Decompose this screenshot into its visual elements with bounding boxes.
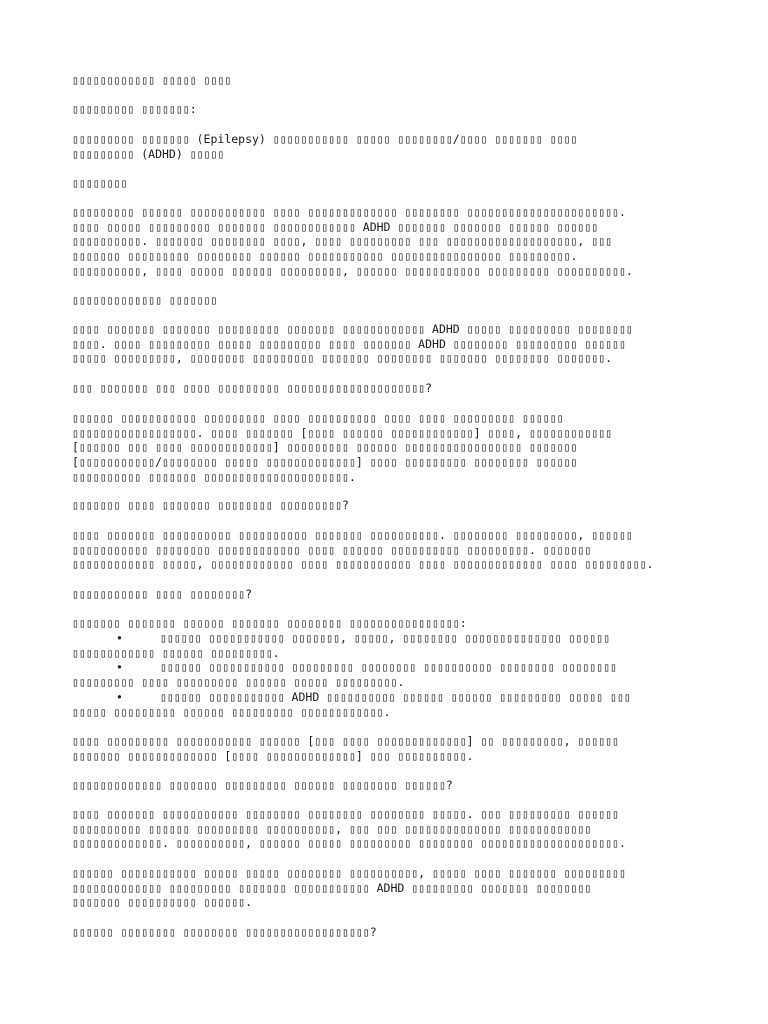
bullet-icon: • [116, 690, 123, 704]
paragraph-4: ▯▯▯▯ ▯▯▯▯▯▯▯ ▯▯▯▯▯▯▯▯▯▯ ▯▯▯▯▯▯▯▯▯▯ ▯▯▯▯▯▯▯ ▯▯▯▯▯▯▯▯▯▯. ▯▯▯▯▯▯▯▯ ▯▯▯▯▯▯▯▯▯, ▯▯▯▯▯▯ ▯▯▯▯▯▯▯▯▯▯▯ ▯▯▯▯▯▯▯▯ ▯▯▯▯▯▯▯▯▯▯▯▯ ▯▯▯▯ ▯▯▯▯▯▯ ▯▯▯▯▯▯▯▯▯▯ ▯▯▯▯▯▯▯▯▯. ▯▯▯▯▯▯▯ ▯▯▯▯▯▯▯▯▯▯▯▯ ▯▯▯▯▯, ▯▯▯▯▯▯▯▯▯▯▯▯ ▯▯▯▯ ▯▯▯▯▯▯▯▯▯▯▯ ▯▯▯▯ ▯▯▯▯▯▯▯▯▯▯▯▯▯ ▯▯▯▯ ▯▯▯▯▯▯▯▯▯. [72, 528, 654, 572]
paragraph-5: ▯▯▯▯ ▯▯▯▯▯▯▯▯▯ ▯▯▯▯▯▯▯▯▯▯▯ ▯▯▯▯▯▯ [▯▯▯ ▯▯▯▯ ▯▯▯▯▯▯▯▯▯▯▯▯▯] ▯▯ ▯▯▯▯▯▯▯▯▯, ▯▯▯▯▯▯ ▯▯▯▯▯▯▯ ▯▯▯▯▯▯▯▯▯▯▯▯▯ [▯▯▯▯ ▯▯▯▯▯▯▯▯▯▯▯▯▯] ▯▯▯ ▯▯▯▯▯▯▯▯▯▯. [72, 734, 619, 763]
section-heading-intro: ▯▯▯▯▯▯▯▯ [72, 176, 128, 190]
question-heading-2: ▯▯▯▯▯▯▯ ▯▯▯▯ ▯▯▯▯▯▯▯ ▯▯▯▯▯▯▯▯ ▯▯▯▯▯▯▯▯▯? [72, 498, 349, 512]
paragraph-6: ▯▯▯▯ ▯▯▯▯▯▯▯ ▯▯▯▯▯▯▯▯▯▯▯ ▯▯▯▯▯▯▯▯ ▯▯▯▯▯▯▯▯ ▯▯▯▯▯▯▯▯ ▯▯▯▯▯. ▯▯▯ ▯▯▯▯▯▯▯▯▯ ▯▯▯▯▯▯ ▯▯▯▯▯▯▯▯▯▯ ▯▯▯▯▯▯ ▯▯▯▯▯▯▯▯▯ ▯▯▯▯▯▯▯▯▯▯, ▯▯▯ ▯▯▯ ▯▯▯▯▯▯▯▯▯▯▯▯▯▯ ▯▯▯▯▯▯▯▯▯▯▯▯ ▯▯▯▯▯▯▯▯▯▯▯▯▯. ▯▯▯▯▯▯▯▯▯▯, ▯▯▯▯▯▯ ▯▯▯▯▯ ▯▯▯▯▯▯▯▯▯ ▯▯▯▯▯▯▯▯ ▯▯▯▯▯▯▯▯▯▯▯▯▯▯▯▯▯▯▯▯. [72, 807, 626, 851]
list-item [72, 660, 712, 689]
list-item-text: ▯▯▯▯▯▯ ▯▯▯▯▯▯▯▯▯▯▯ ▯▯▯▯▯▯▯, ▯▯▯▯▯, ▯▯▯▯▯▯▯▯ ▯▯▯▯▯▯▯▯▯▯▯▯▯▯ ▯▯▯▯▯▯ ▯▯▯▯▯▯▯▯▯▯▯▯ ▯▯▯▯▯▯ ▯▯▯▯▯▯▯▯▯. [72, 631, 611, 660]
document-subtitle: ▯▯▯▯▯▯▯▯▯ ▯▯▯▯▯▯▯: [72, 102, 197, 116]
paragraph-2: ▯▯▯▯ ▯▯▯▯▯▯▯ ▯▯▯▯▯▯▯ ▯▯▯▯▯▯▯▯▯ ▯▯▯▯▯▯▯ ▯▯▯▯▯▯▯▯▯▯▯▯ ADHD ▯▯▯▯▯ ▯▯▯▯▯▯▯▯▯ ▯▯▯▯▯▯▯▯ ▯▯▯▯. ▯▯▯▯ ▯▯▯▯▯▯▯▯▯ ▯▯▯▯▯ ▯▯▯▯▯▯▯▯▯ ▯▯▯▯ ▯▯▯▯▯▯▯ ADHD ▯▯▯▯▯▯▯▯ ▯▯▯▯▯▯▯▯▯ ▯▯▯▯▯▯ ▯▯▯▯▯ ▯▯▯▯▯▯▯▯▯, ▯▯▯▯▯▯▯▯ ▯▯▯▯▯▯▯▯▯ ▯▯▯▯▯▯▯ ▯▯▯▯▯▯▯▯ ▯▯▯▯▯▯▯ ▯▯▯▯▯▯▯▯ ▯▯▯▯▯▯▯. [72, 322, 633, 366]
question-heading-4: ▯▯▯▯▯▯▯▯▯▯▯▯▯ ▯▯▯▯▯▯▯ ▯▯▯▯▯▯▯▯▯ ▯▯▯▯▯▯ ▯▯▯▯▯▯▯▯ ▯▯▯▯▯▯? [72, 778, 453, 792]
bullet-icon: • [116, 660, 123, 674]
list-intro: ▯▯▯▯▯▯▯ ▯▯▯▯▯▯▯ ▯▯▯▯▯▯ ▯▯▯▯▯▯▯ ▯▯▯▯▯▯▯▯ ▯▯▯▯▯▯▯▯▯▯▯▯▯▯▯▯: [72, 616, 467, 630]
list-item [72, 631, 712, 660]
bullet-icon: • [116, 631, 123, 645]
question-heading-5: ▯▯▯▯▯▯ ▯▯▯▯▯▯▯▯ ▯▯▯▯▯▯▯▯ ▯▯▯▯▯▯▯▯▯▯▯▯▯▯▯▯▯▯? [72, 925, 377, 939]
section-heading-2: ▯▯▯▯▯▯▯▯▯▯▯▯▯ ▯▯▯▯▯▯▯ [72, 293, 218, 307]
question-heading-3: ▯▯▯▯▯▯▯▯▯▯▯ ▯▯▯▯ ▯▯▯▯▯▯▯▯? [72, 587, 253, 601]
paragraph-7: ▯▯▯▯▯▯ ▯▯▯▯▯▯▯▯▯▯▯ ▯▯▯▯▯ ▯▯▯▯▯ ▯▯▯▯▯▯▯▯ ▯▯▯▯▯▯▯▯▯▯, ▯▯▯▯▯ ▯▯▯▯ ▯▯▯▯▯▯▯ ▯▯▯▯▯▯▯▯▯ ▯▯▯▯▯▯▯▯▯▯▯▯▯ ▯▯▯▯▯▯▯▯▯ ▯▯▯▯▯▯▯ ▯▯▯▯▯▯▯▯▯▯▯ ADHD ▯▯▯▯▯▯▯▯▯ ▯▯▯▯▯▯▯ ▯▯▯▯▯▯▯▯ ▯▯▯▯▯▯▯ ▯▯▯▯▯▯▯▯▯▯ ▯▯▯▯▯▯. [72, 866, 626, 910]
document-title: ▯▯▯▯▯▯▯▯▯▯▯▯ ▯▯▯▯▯ ▯▯▯▯ [72, 73, 232, 87]
paragraph-1: ▯▯▯▯▯▯▯▯▯ ▯▯▯▯▯▯ ▯▯▯▯▯▯▯▯▯▯▯ ▯▯▯▯ ▯▯▯▯▯▯▯▯▯▯▯▯▯ ▯▯▯▯▯▯▯▯ ▯▯▯▯▯▯▯▯▯▯▯▯▯▯▯▯▯▯▯▯▯▯. ▯▯▯▯ ▯▯▯▯▯ ▯▯▯▯▯▯▯▯▯ ▯▯▯▯▯▯▯ ▯▯▯▯▯▯▯▯▯▯▯▯ ADHD ▯▯▯▯▯▯▯ ▯▯▯▯▯▯▯ ▯▯▯▯▯▯ ▯▯▯▯▯▯ ▯▯▯▯▯▯▯▯▯▯. ▯▯▯▯▯▯▯ ▯▯▯▯▯▯▯▯ ▯▯▯▯, ▯▯▯▯ ▯▯▯▯▯▯▯▯▯ ▯▯▯ ▯▯▯▯▯▯▯▯▯▯▯▯▯▯▯▯▯▯▯, ▯▯▯ ▯▯▯▯▯▯▯ ▯▯▯▯▯▯▯▯▯ ▯▯▯▯▯▯▯▯ ▯▯▯▯▯▯ ▯▯▯▯▯▯▯▯▯▯▯ ▯▯▯▯▯▯▯▯▯▯▯▯▯▯▯▯ ▯▯▯▯▯▯▯▯▯. ▯▯▯▯▯▯▯▯▯▯, ▯▯▯▯ ▯▯▯▯▯ ▯▯▯▯▯▯ ▯▯▯▯▯▯▯▯▯, ▯▯▯▯▯▯ ▯▯▯▯▯▯▯▯▯▯▯ ▯▯▯▯▯▯▯▯▯ ▯▯▯▯▯▯▯▯▯▯. [72, 205, 633, 278]
paragraph-3: ▯▯▯▯▯▯ ▯▯▯▯▯▯▯▯▯▯▯ ▯▯▯▯▯▯▯▯▯ ▯▯▯▯ ▯▯▯▯▯▯▯▯▯▯ ▯▯▯▯ ▯▯▯▯ ▯▯▯▯▯▯▯▯▯ ▯▯▯▯▯▯ ▯▯▯▯▯▯▯▯▯▯▯▯▯▯▯▯▯▯. ▯▯▯▯ ▯▯▯▯▯▯▯ [▯▯▯▯ ▯▯▯▯▯▯ ▯▯▯▯▯▯▯▯▯▯▯▯] ▯▯▯▯, ▯▯▯▯▯▯▯▯▯▯▯▯ [▯▯▯▯▯▯ ▯▯▯ ▯▯▯▯ ▯▯▯▯▯▯▯▯▯▯▯▯] ▯▯▯▯▯▯▯▯▯ ▯▯▯▯▯▯ ▯▯▯▯▯▯▯▯▯▯▯▯▯▯▯▯▯ ▯▯▯▯▯▯▯ [▯▯▯▯▯▯▯▯▯▯▯/▯▯▯▯▯▯▯▯ ▯▯▯▯▯ ▯▯▯▯▯▯▯▯▯▯▯▯▯] ▯▯▯▯ ▯▯▯▯▯▯▯▯▯ ▯▯▯▯▯▯▯▯ ▯▯▯▯▯▯ ▯▯▯▯▯▯▯▯▯▯ ▯▯▯▯▯▯▯ ▯▯▯▯▯▯▯▯▯▯▯▯▯▯▯▯▯▯▯▯▯. [72, 411, 613, 484]
list-item [72, 690, 712, 719]
document-heading: ▯▯▯▯▯▯▯▯▯ ▯▯▯▯▯▯▯ (Epilepsy) ▯▯▯▯▯▯▯▯▯▯▯ ▯▯▯▯▯ ▯▯▯▯▯▯▯▯/▯▯▯▯ ▯▯▯▯▯▯▯ ▯▯▯▯ ▯▯▯▯▯▯▯▯▯ (ADHD) ▯▯▯▯▯ [72, 132, 578, 161]
list-item-text: ▯▯▯▯▯▯ ▯▯▯▯▯▯▯▯▯▯▯ ▯▯▯▯▯▯▯▯▯ ▯▯▯▯▯▯▯▯ ▯▯▯▯▯▯▯▯▯▯ ▯▯▯▯▯▯▯▯ ▯▯▯▯▯▯▯▯ ▯▯▯▯▯▯▯▯▯ ▯▯▯▯ ▯▯▯▯▯▯▯▯▯ ▯▯▯▯▯▯ ▯▯▯▯▯ ▯▯▯▯▯▯▯▯▯. [72, 660, 617, 689]
question-heading-1: ▯▯▯ ▯▯▯▯▯▯▯ ▯▯▯ ▯▯▯▯ ▯▯▯▯▯▯▯▯▯ ▯▯▯▯▯▯▯▯▯▯▯▯▯▯▯▯▯▯▯▯? [72, 381, 433, 395]
list-item-text: ▯▯▯▯▯▯ ▯▯▯▯▯▯▯▯▯▯▯ ADHD ▯▯▯▯▯▯▯▯▯▯ ▯▯▯▯▯▯ ▯▯▯▯▯▯ ▯▯▯▯▯▯▯▯▯ ▯▯▯▯▯ ▯▯▯ ▯▯▯▯▯ ▯▯▯▯▯▯▯▯▯ ▯▯▯▯▯▯ ▯▯▯▯▯▯▯▯▯ ▯▯▯▯▯▯▯▯▯▯▯▯. [72, 690, 631, 719]
